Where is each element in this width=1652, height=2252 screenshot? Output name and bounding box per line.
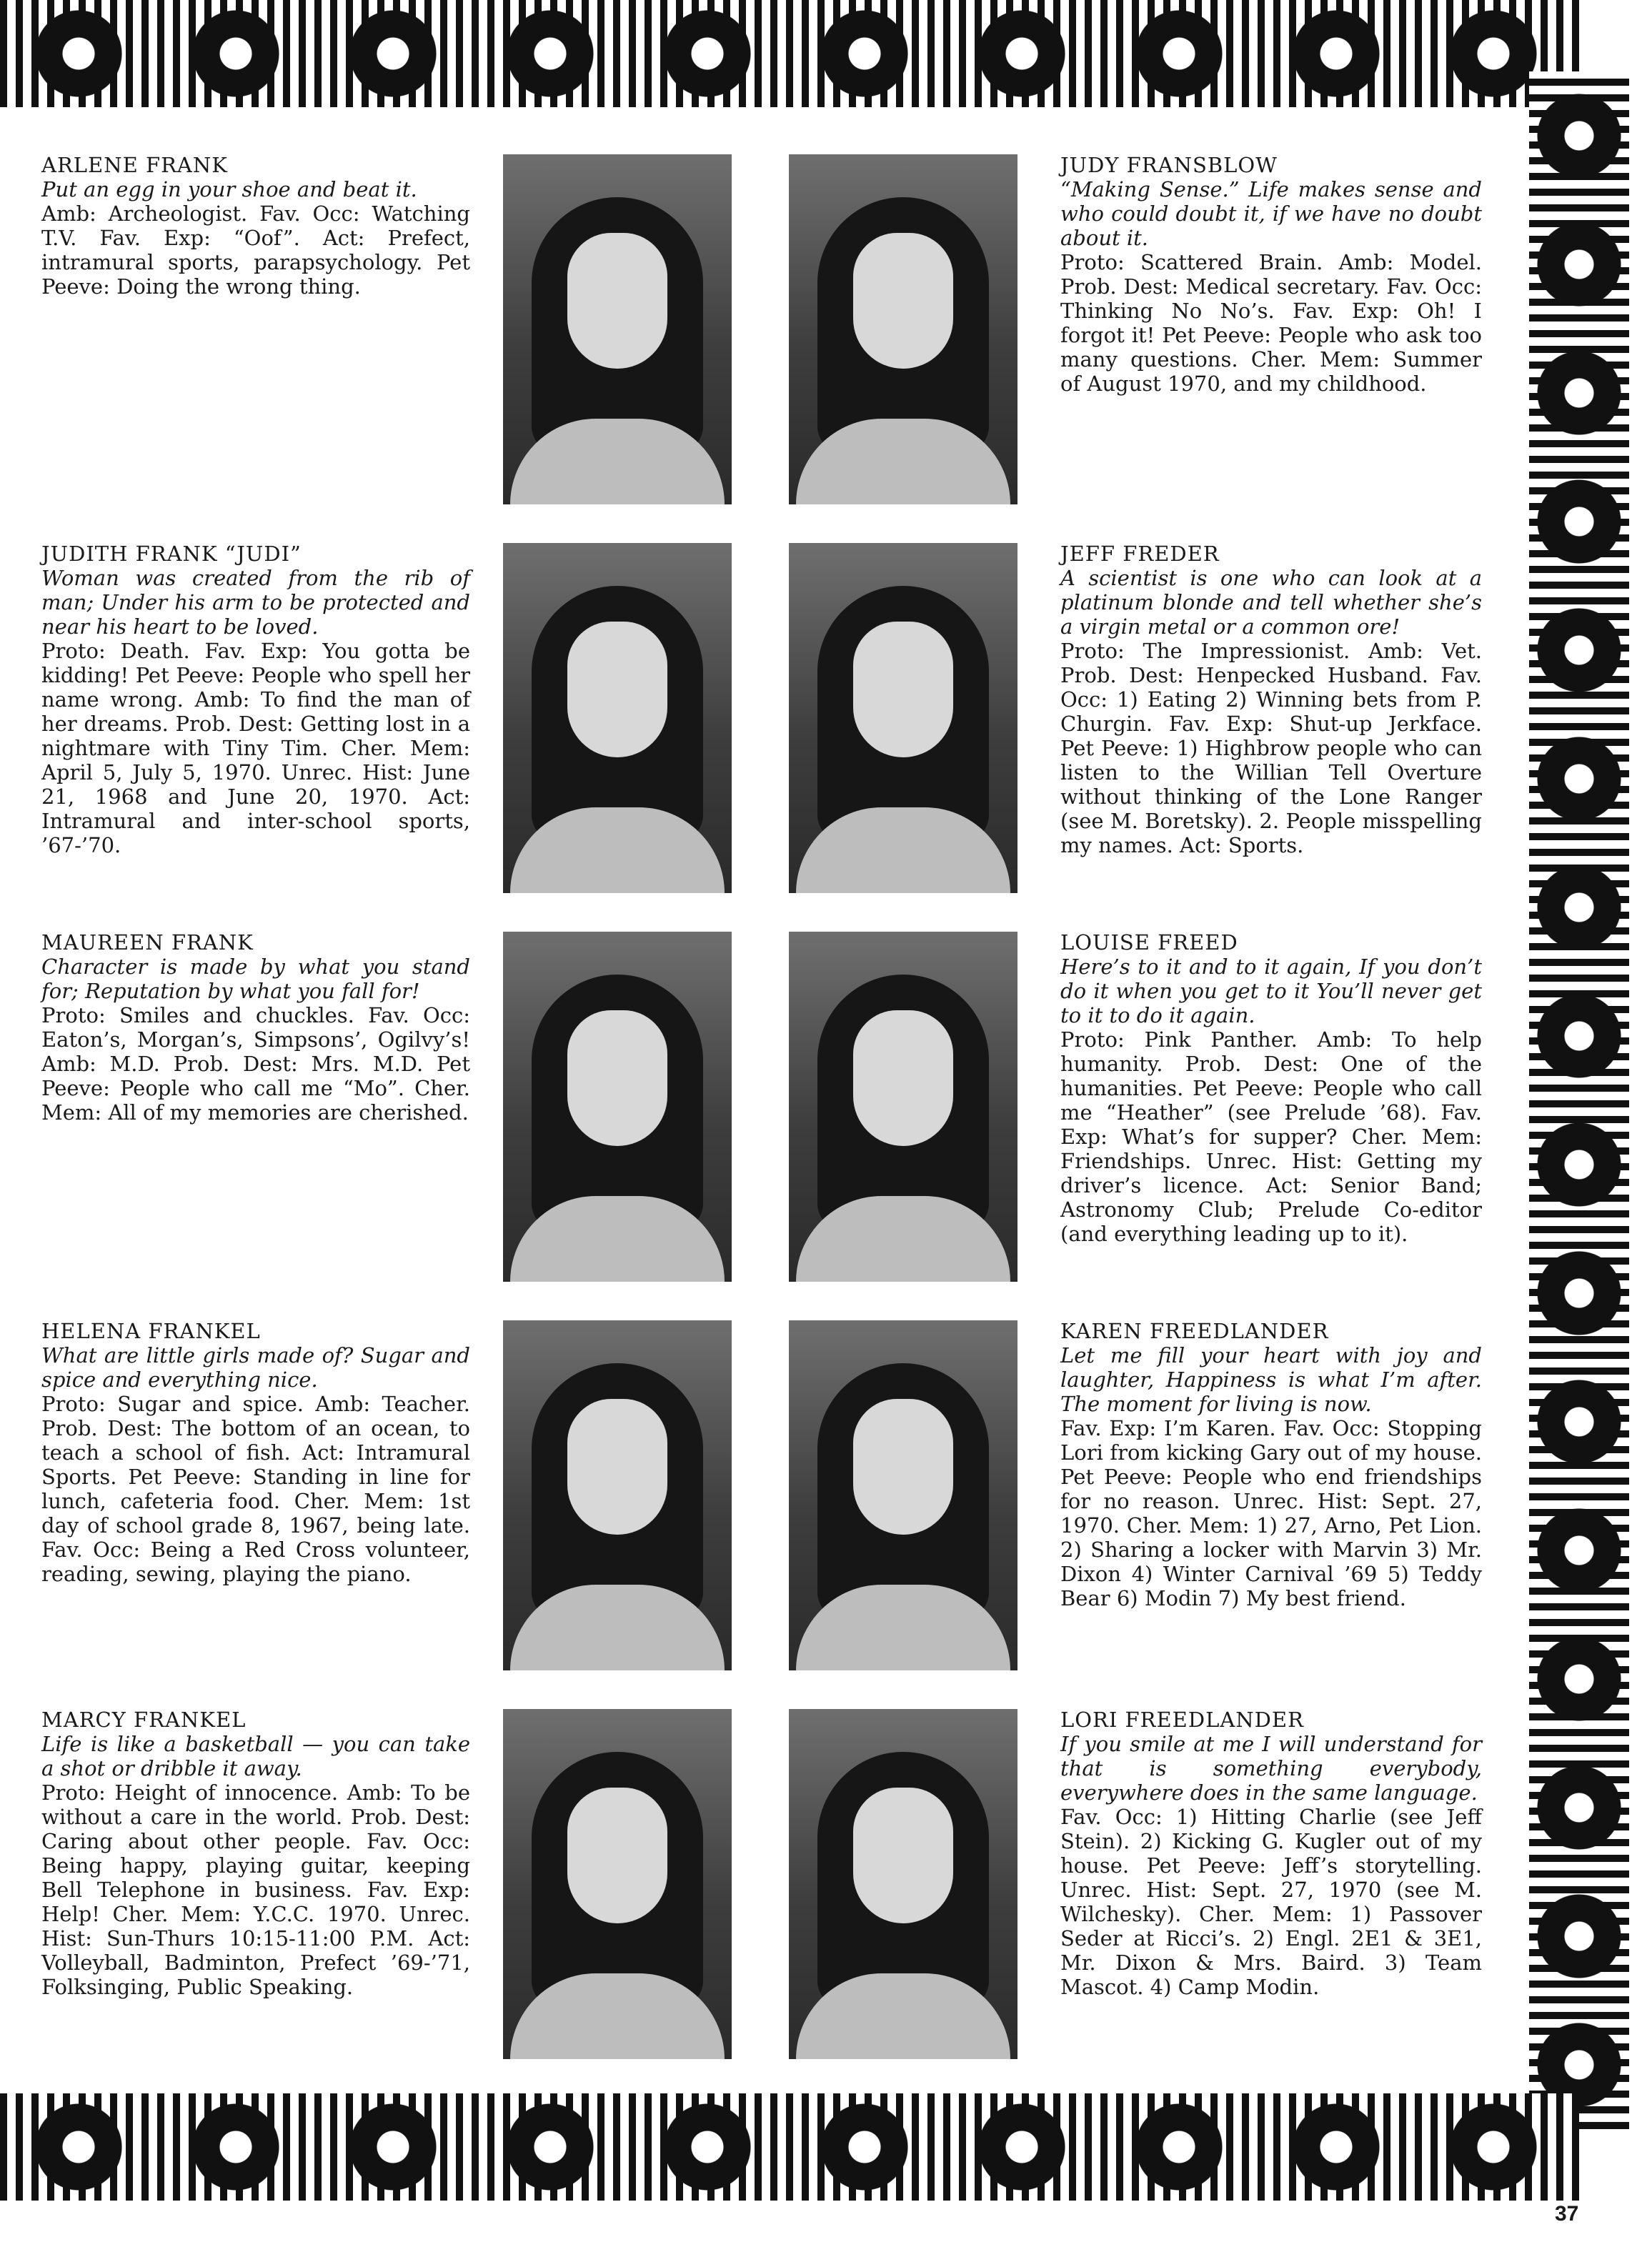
entry-maureen-frank [41,930,470,1125]
student-bio: Proto: Smiles and chuckles. Fav. Occ: Eaton’s, Morgan’s, Simpsons’, Ogilvy’s! Amb: M.D. Prob. Dest: Mrs. M.D. Pet Peeve: People who call me “Mo”. Cher. Mem: All of my memories are cherished. [41,1003,470,1125]
portrait-photo-judith-frank [503,543,732,893]
student-name: JEFF FREDER [1060,542,1220,566]
student-bio: Fav. Exp: I’m Karen. Fav. Occ: Stopping Lori from kicking Gary out of my house. Pet Peeve: People who end friendships for no reason. Unrec. Hist: Sept. 27, 1970. Cher. Mem: 1) 27, Arno, Pet Lion. 2) Sharing a locker with Marvin 3) Mr. Dixon 4) Winter Carnival ’69 5) Teddy Bear 6) Modin 7) My best friend. [1060,1416,1482,1610]
student-bio: Amb: Archeologist. Fav. Occ: Watching T.V. Fav. Exp: “Oof”. Act: Prefect, intramural sports, parapsychology. Pet Peeve: Doing the wrong thing. [41,201,470,299]
portrait-photo-marcy-frankel [503,1709,732,2059]
portrait-photo-lori-freedlander [789,1709,1017,2059]
entry-judith-frank [41,542,470,857]
portrait-photo-karen-freedlander [789,1320,1017,1670]
student-quote: Let me fill your heart with joy and laughter, Happiness is what I’m after. The moment for living is now. [1060,1343,1482,1416]
entry-arlene-frank [41,153,470,299]
student-quote: What are little girls made of? Sugar and spice and everything nice. [41,1343,470,1392]
portrait-photo-judy-fransblow [789,154,1017,504]
portrait-photo-louise-freed [789,932,1017,1282]
student-bio: Proto: Scattered Brain. Amb: Model. Prob. Dest: Medical secretary. Fav. Occ: Thinking No No’s. Fav. Exp: Oh! I forgot it! Pet Peeve: People who ask too many questions. Cher. Mem: Summer of August 1970, and my childhood. [1060,250,1482,396]
page-number: 37 [1555,2202,1579,2226]
student-bio: Proto: Height of innocence. Amb: To be without a care in the world. Prob. Dest: Caring about other people. Fav. Occ: Being happy, playing guitar, keeping Bell Telephone in business. Fav. Exp: Help! Cher. Mem: Y.C.C. 1970. Unrec. Hist: Sun-Thurs 10:15-11:00 P.M. Act: Volleyball, Badminton, Prefect ’69-’71, Folksinging, Public Speaking. [41,1780,470,1999]
portrait-photo-jeff-freder [789,543,1017,893]
student-quote: “Making Sense.” Life makes sense and who could doubt it, if we have no doubt about it. [1060,177,1482,250]
student-name: LORI FREEDLANDER [1060,1708,1304,1732]
student-name: LOUISE FREED [1060,930,1238,955]
entry-lori-freedlander [1060,1708,1482,1999]
student-name: MAUREEN FRANK [41,930,254,955]
student-name: MARCY FRANKEL [41,1708,247,1732]
student-bio: Proto: Sugar and spice. Amb: Teacher. Prob. Dest: The bottom of an ocean, to teach a school of fish. Act: Intramural Sports. Pet Peeve: Standing in line for lunch, cafeteria food. Cher. Mem: 1st day of school grade 8, 1967, being late. Fav. Occ: Being a Red Cross volunteer, reading, sewing, playing the piano. [41,1392,470,1586]
student-quote: Woman was created from the rib of man; Under his arm to be protected and near his heart to be loved. [41,566,470,639]
student-quote: Put an egg in your shoe and beat it. [41,177,417,201]
student-bio: Fav. Occ: 1) Hitting Charlie (see Jeff Stein). 2) Kicking G. Kugler out of my house. Pet Peeve: Jeff’s storytelling. Unrec. Hist: Sept. 27, 1970 (see M. Wilchesky). Cher. Mem: 1) Passover Seder at Ricci’s. 2) Engl. 2E1 & 3E1, Mr. Dixon & Mrs. Baird. 3) Team Mascot. 4) Camp Modin. [1060,1805,1482,1999]
entry-marcy-frankel [41,1708,470,1999]
portrait-photo-maureen-frank [503,932,732,1282]
portrait-photo-arlene-frank [503,154,732,504]
ornamental-border-bottom [0,2093,1579,2201]
student-name: JUDITH FRANK “JUDI” [41,542,302,566]
student-name: ARLENE FRANK [41,153,228,177]
entry-karen-freedlander [1060,1319,1482,1610]
student-name: KAREN FREEDLANDER [1060,1319,1329,1343]
student-quote: Character is made by what you stand for; Reputation by what you fall for! [41,955,470,1003]
student-bio: Proto: Death. Fav. Exp: You gotta be kidding! Pet Peeve: People who spell her name wrong. Amb: To find the man of her dreams. Prob. Dest: Getting lost in a nightmare with Tiny Tim. Cher. Mem: April 5, July 5, 1970. Unrec. Hist: June 21, 1968 and June 20, 1970. Act: Intramural and inter-school sports, ’67-’70. [41,639,470,857]
student-quote: Here’s to it and to it again, If you don’t do it when you get to it You’ll never get to it to do it again. [1060,955,1482,1027]
ornamental-border-right [1529,71,1629,2129]
entry-jeff-freder [1060,542,1482,857]
entry-louise-freed [1060,930,1482,1246]
student-name: HELENA FRANKEL [41,1319,261,1343]
ornamental-border-top [0,0,1579,107]
student-name: JUDY FRANSBLOW [1060,153,1278,177]
student-quote: If you smile at me I will understand for that is something everybody, everywhere does in the same language. [1060,1732,1482,1805]
student-quote: Life is like a basketball — you can take a shot or dribble it away. [41,1732,470,1780]
entry-judy-fransblow [1060,153,1482,396]
entry-helena-frankel [41,1319,470,1586]
portrait-photo-helena-frankel [503,1320,732,1670]
student-quote: A scientist is one who can look at a platinum blonde and tell whether she’s a virgin metal or a common ore! [1060,566,1482,639]
student-bio: Proto: Pink Panther. Amb: To help humanity. Prob. Dest: One of the humanities. Pet Peeve: People who call me “Heather” (see Prelude ’68). Fav. Exp: What’s for supper? Cher. Mem: Friendships. Unrec. Hist: Getting my driver’s licence. Act: Senior Band; Astronomy Club; Prelude Co-editor (and everything leading up to it). [1060,1027,1482,1246]
student-bio: Proto: The Impressionist. Amb: Vet. Prob. Dest: Henpecked Husband. Fav. Occ: 1) Eating 2) Winning bets from P. Churgin. Fav. Exp: Shut-up Jerkface. Pet Peeve: 1) Highbrow people who can listen to the Willian Tell Overture without thinking of the Lone Ranger (see M. Boretsky). 2. People misspelling my names. Act: Sports. [1060,639,1482,857]
